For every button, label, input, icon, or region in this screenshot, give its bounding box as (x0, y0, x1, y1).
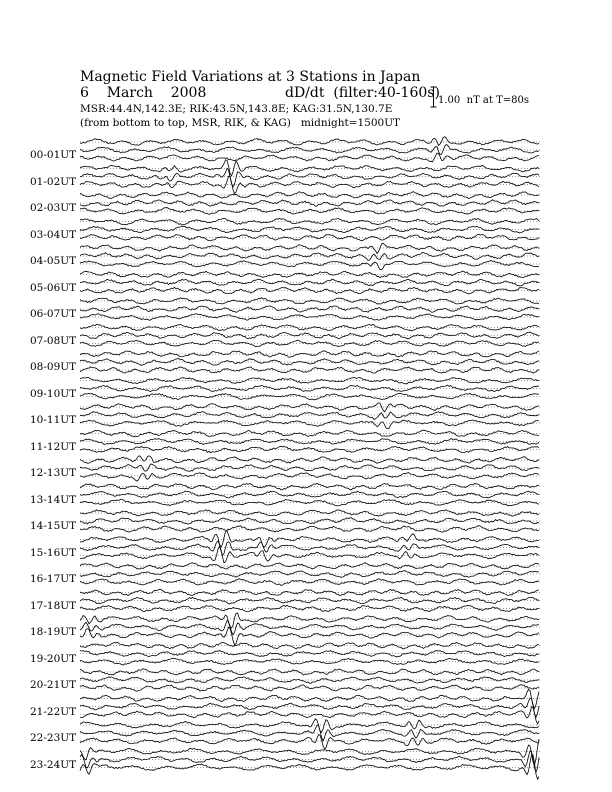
station-trace-rik (80, 677, 539, 684)
station-trace-kag (80, 430, 539, 437)
station-trace-kag (80, 456, 539, 464)
station-trace-msr (80, 685, 539, 692)
station-trace-rik (80, 145, 539, 155)
hour-label: 01-02UT (30, 175, 77, 188)
station-trace-msr (80, 176, 539, 193)
station-trace-msr (80, 547, 539, 563)
hour-label: 10-11UT (30, 414, 77, 426)
hour-label: 08-09UT (30, 361, 77, 373)
station-trace-rik (80, 439, 539, 445)
station-trace-kag (80, 324, 539, 331)
hour-label: 00-01UT (30, 149, 77, 161)
station-trace-msr (80, 579, 539, 586)
station-trace-kag (80, 271, 539, 277)
chart-title: Magnetic Field Variations at 3 Stations in Japan (80, 69, 421, 85)
station-trace-kag (80, 137, 539, 146)
station-trace-rik (80, 751, 539, 772)
scale-label: 1.00 nT at T=80s (438, 95, 529, 106)
station-trace-rik (80, 168, 539, 187)
hour-label: 02-03UT (30, 202, 77, 214)
hour-label: 22-23UT (30, 732, 77, 744)
hour-label: 21-22UT (30, 705, 77, 718)
hour-label: 06-07UT (30, 308, 77, 320)
station-trace-msr (80, 499, 539, 506)
station-trace-msr (80, 261, 539, 270)
station-trace-msr (80, 755, 539, 779)
station-trace-msr (80, 420, 539, 429)
hour-label: 14-15UT (30, 520, 77, 532)
hour-label: 12-13UT (30, 467, 77, 479)
station-trace-msr (80, 707, 539, 724)
station-trace-kag (80, 531, 539, 547)
station-trace-kag (80, 403, 539, 412)
hour-label: 11-12UT (30, 440, 77, 453)
station-trace-rik (80, 464, 539, 471)
hour-label: 03-04UT (30, 228, 77, 241)
station-trace-msr (80, 473, 539, 482)
hour-label: 09-10UT (30, 387, 77, 400)
data-type-label: dD/dt (filter:40-160s) (285, 85, 440, 101)
hour-label: 15-16UT (30, 546, 77, 559)
station-trace-rik (80, 541, 539, 555)
chart-date: 6 March 2008 (80, 85, 207, 101)
hour-label: 13-14UT (30, 493, 77, 506)
hour-label: 20-21UT (30, 679, 77, 691)
hour-label: 05-06UT (30, 281, 77, 294)
hour-label: 23-24UT (30, 758, 77, 771)
hour-label: 19-20UT (30, 652, 77, 665)
hour-label: 07-08UT (30, 334, 77, 347)
station-trace-rik (80, 253, 539, 261)
station-order-note: (from bottom to top, MSR, RIK, & KAG) midnight=1500UT (80, 117, 401, 129)
station-coordinates: MSR:44.4N,142.3E; RIK:43.5N,143.8E; KAG:31.5N,130.7E (80, 103, 393, 115)
hour-label: 16-17UT (30, 573, 77, 585)
station-trace-msr (80, 153, 539, 162)
station-trace-msr (80, 627, 539, 645)
station-trace-kag (80, 243, 539, 253)
hour-label: 04-05UT (30, 255, 77, 267)
hour-label: 17-18UT (30, 599, 77, 612)
station-trace-msr (80, 735, 539, 749)
hour-label: 18-19UT (30, 626, 77, 638)
station-trace-kag (80, 298, 539, 304)
station-trace-kag (80, 719, 539, 732)
station-trace-rik (80, 412, 539, 420)
